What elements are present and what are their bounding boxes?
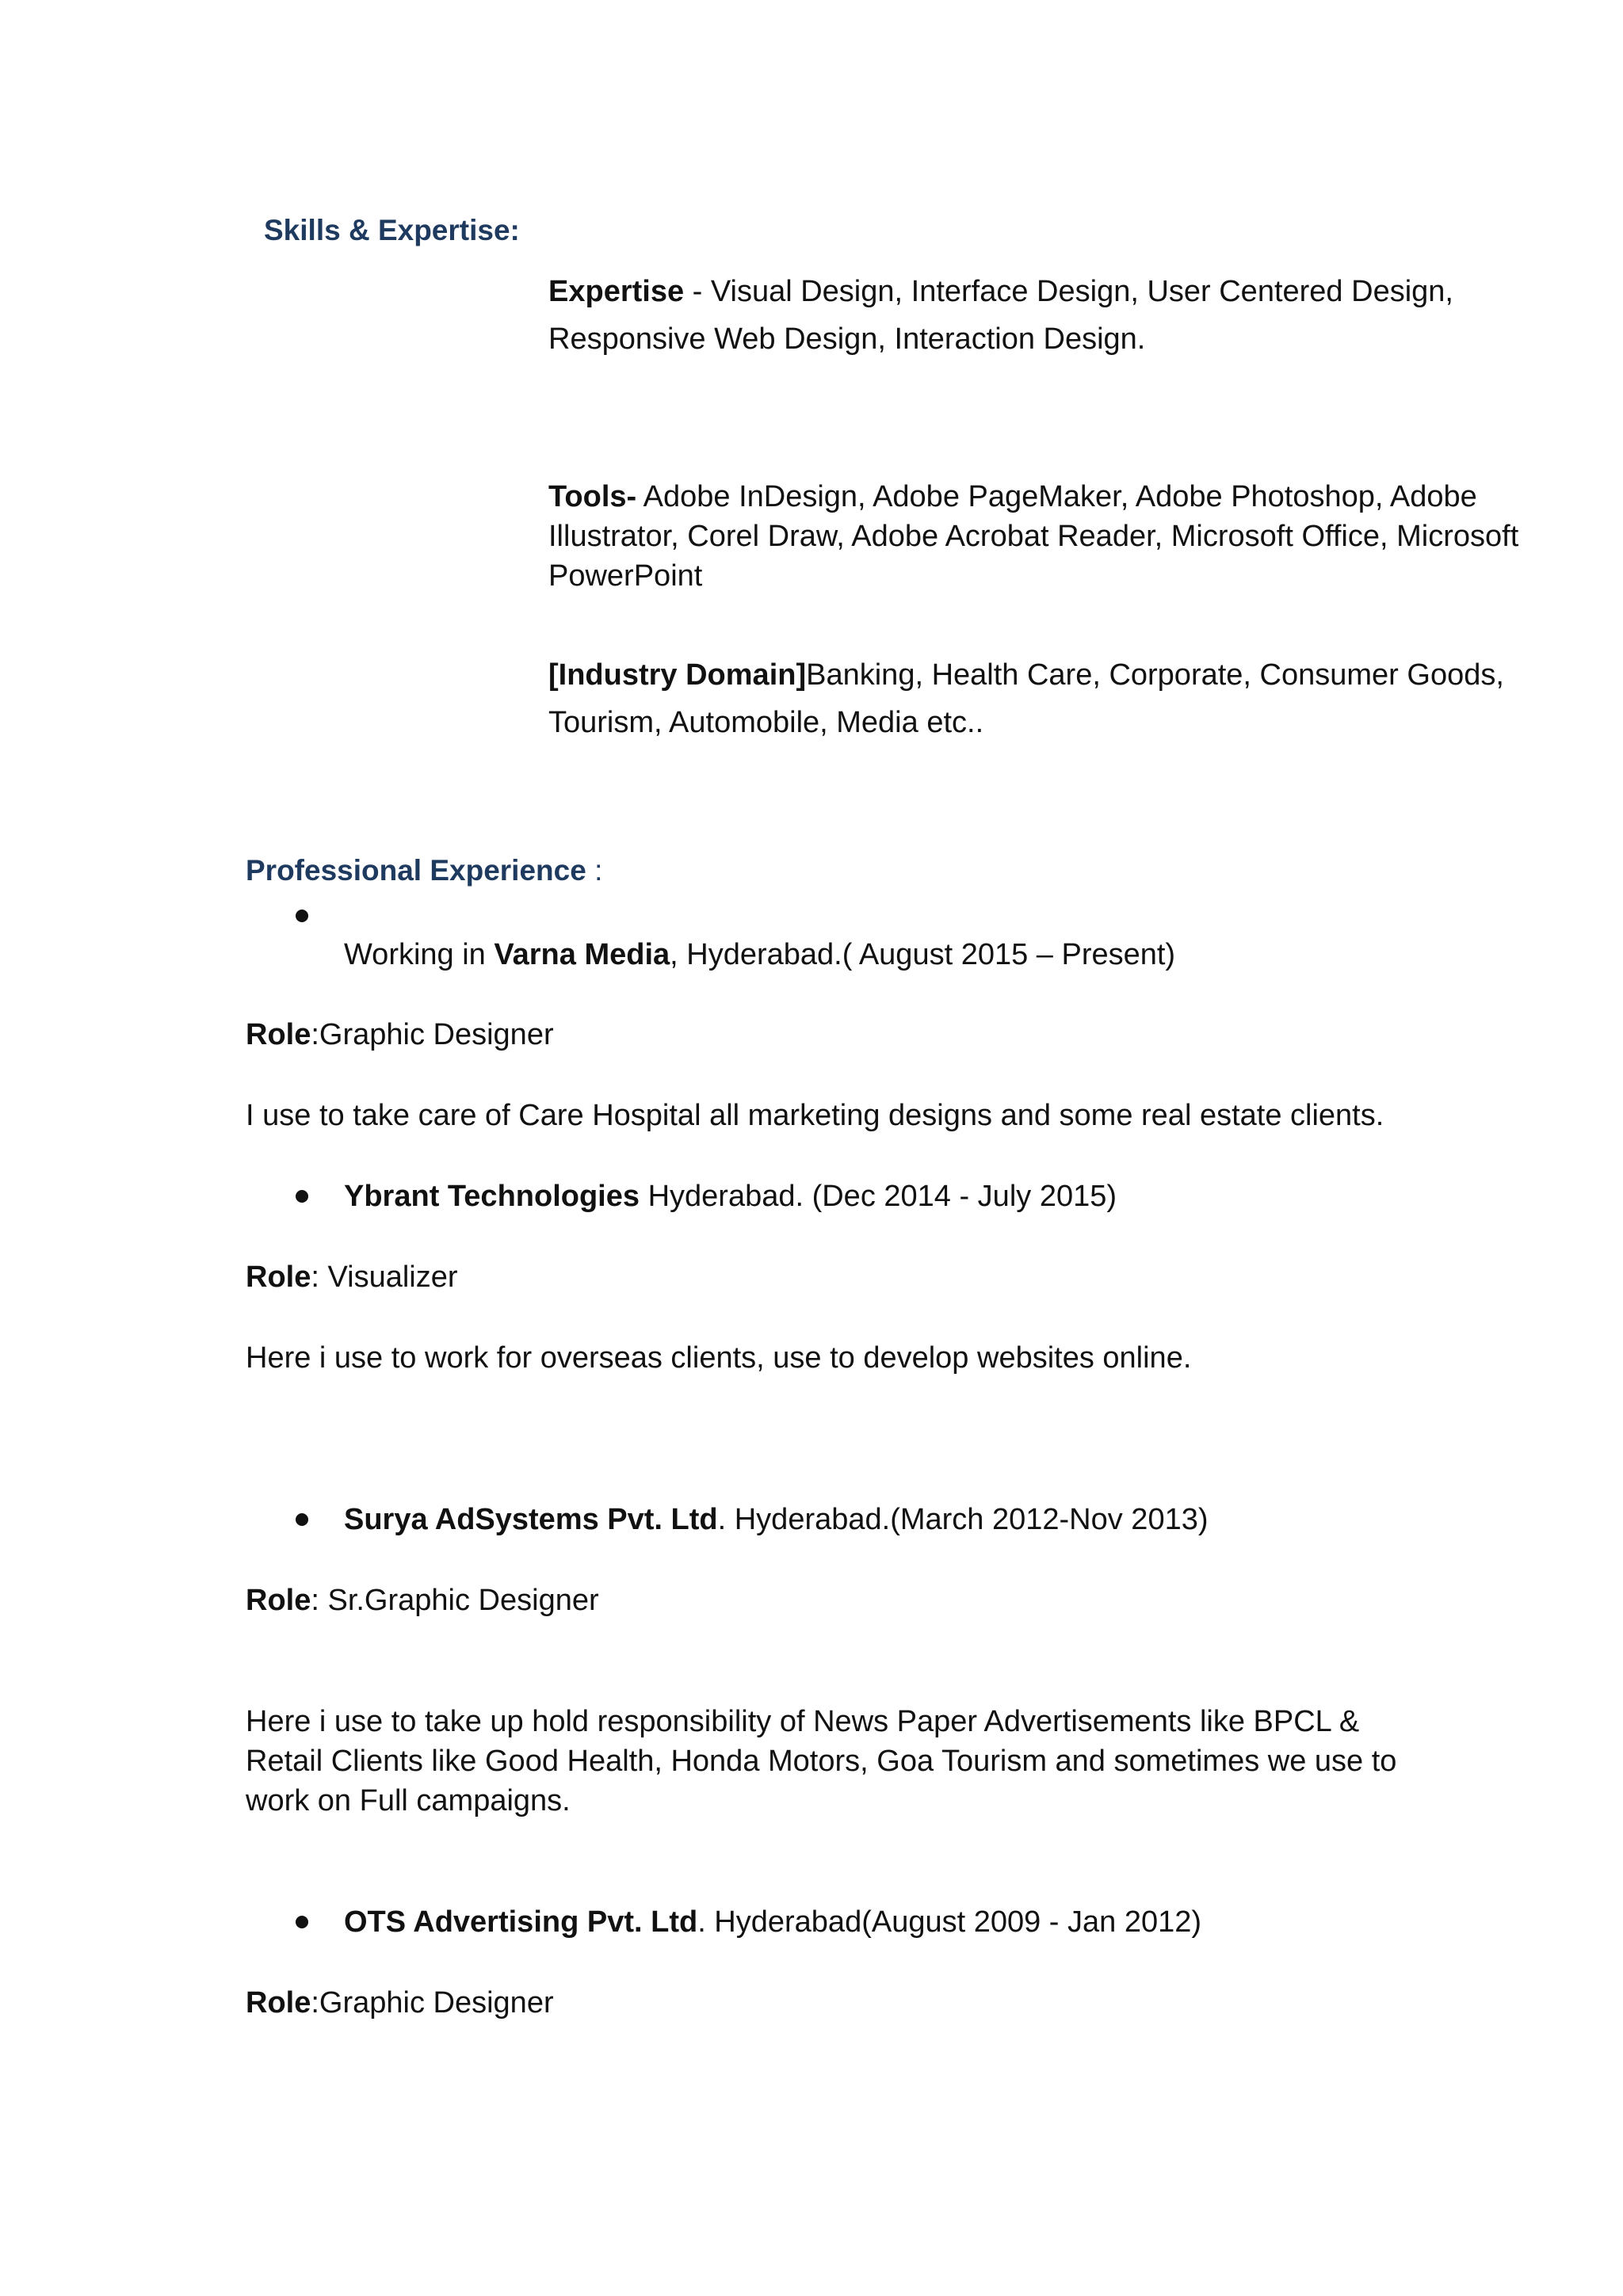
company-name: Varna Media [494, 938, 670, 971]
job-line-ybrant [344, 1177, 1117, 1216]
tools-paragraph [548, 477, 1610, 596]
tools-text: Adobe InDesign, Adobe PageMaker, Adobe Photoshop, Adobe Illustrator, Corel Draw, Adobe Acrobat Reader, Microsoft Office, Microsoft PowerPoint [548, 480, 1519, 593]
job-line-ots [344, 1902, 1201, 1942]
role-value: : Sr.Graphic Designer [311, 1584, 599, 1617]
job-prefix: Working in [344, 938, 495, 971]
job-details: . Hyderabad.(March 2012-Nov 2013) [717, 1503, 1209, 1536]
role-value: :Graphic Designer [311, 1986, 554, 2019]
expertise-paragraph [548, 268, 1610, 363]
experience-heading-suffix: : [586, 854, 603, 887]
industry-domain-text: Banking, Health Care, Corporate, Consumer Goods, Tourism, Automobile, Media etc.. [548, 658, 1504, 739]
role-label: Role [246, 1986, 311, 2019]
job-description-varna-media: I use to take care of Care Hospital all marketing designs and some real estate clients. [246, 1099, 1384, 1132]
skills-heading: Skills & Expertise: [264, 214, 520, 246]
job-line-surya [344, 1500, 1209, 1539]
job-details: , Hyderabad.( August 2015 – Present) [670, 938, 1176, 971]
job-description-ybrant: Here i use to work for overseas clients, use to develop websites online. [246, 1341, 1192, 1375]
industry-domain-paragraph [548, 651, 1610, 746]
expertise-label: Expertise [548, 275, 685, 308]
bullet-icon [296, 1190, 308, 1203]
industry-domain-label: [Industry Domain] [548, 658, 807, 692]
job-line-varna-media [344, 935, 1175, 974]
role-label: Role [246, 1018, 311, 1051]
role-line-ybrant [246, 1257, 458, 1297]
job-description-surya: Here i use to take up hold responsibility of News Paper Advertisements like BPCL & Retail Clients like Good Health, Honda Motors, Goa Tourism and sometimes we use to work on Full campaigns. [246, 1705, 1397, 1817]
role-value: :Graphic Designer [311, 1018, 554, 1051]
company-name: Surya AdSystems Pvt. Ltd [344, 1503, 718, 1536]
experience-heading-line [246, 854, 602, 887]
role-line-surya [246, 1581, 599, 1620]
bullet-icon [296, 1916, 308, 1928]
role-line-varna-media [246, 1015, 554, 1055]
job-details: Hyderabad. (Dec 2014 - July 2015) [640, 1180, 1117, 1213]
expertise-text: - Visual Design, Interface Design, User Centered Design, Responsive Web Design, Interaction Design. [548, 275, 1453, 356]
company-name: Ybrant Technologies [344, 1180, 640, 1213]
role-line-ots [246, 1983, 554, 2023]
tools-label: Tools- [548, 480, 637, 513]
experience-heading: Professional Experience [246, 854, 586, 887]
job-details: . Hyderabad(August 2009 - Jan 2012) [697, 1905, 1202, 1939]
company-name: OTS Advertising Pvt. Ltd [344, 1905, 698, 1939]
role-label: Role [246, 1584, 311, 1617]
bullet-icon [296, 910, 308, 922]
bullet-icon [296, 1513, 308, 1526]
role-label: Role [246, 1261, 311, 1294]
role-value: : Visualizer [311, 1261, 458, 1294]
